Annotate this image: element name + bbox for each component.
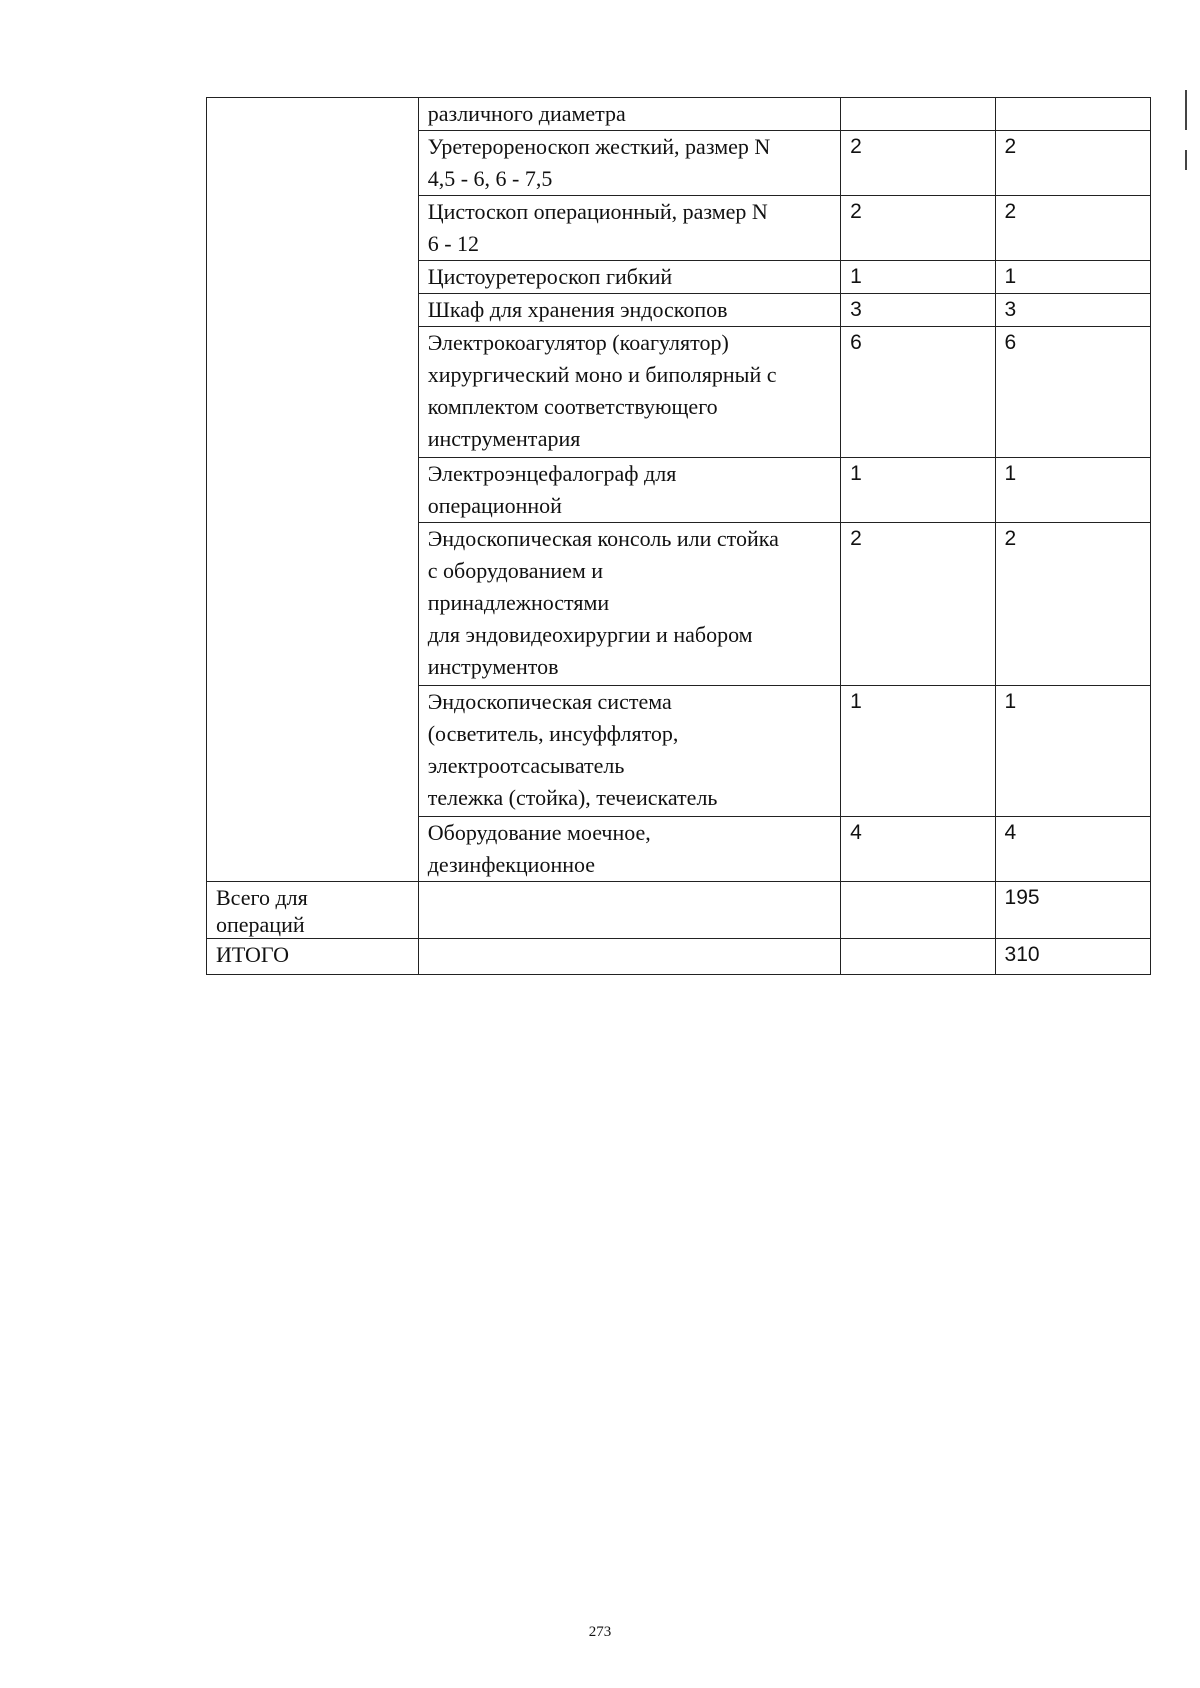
qty-total: 1 [995,261,1150,294]
scan-artifact [1185,150,1187,170]
qty-total: 2 [995,196,1150,261]
equipment-name: Оборудование моечное, дезинфекционное [418,817,840,882]
summary-empty-cell [418,939,840,975]
table-row [207,98,1151,131]
equipment-name: Цистоскоп операционный, размер N 6 - 12 [418,196,840,261]
qty-required: 1 [841,458,995,523]
summary-row [207,939,1151,975]
qty-total: 1 [995,458,1150,523]
page-number: 273 [588,1624,612,1640]
equipment-name: Шкаф для хранения эндоскопов [418,294,840,327]
qty-required: 6 [841,327,995,458]
qty-required: 1 [841,261,995,294]
qty-required: 2 [841,196,995,261]
scan-artifact [1185,90,1187,130]
qty-required: 1 [841,686,995,817]
section-cell-empty [207,98,419,882]
qty-total: 1 [995,686,1150,817]
summary-row [207,882,1151,939]
equipment-name: Эндоскопическая система (осветитель, инсуффлятор, электроотсасыватель тележка (стойка), течеискатель [418,686,840,817]
summary-empty-cell [841,939,995,975]
equipment-table [206,97,1151,975]
qty-total: 4 [995,817,1150,882]
qty-total: 2 [995,523,1150,686]
equipment-name: Электрокоагулятор (коагулятор) хирургический моно и биполярный с комплектом соответствующего инструментария [418,327,840,458]
qty-total: 2 [995,131,1150,196]
qty-required: 4 [841,817,995,882]
summary-label: Всего для операций [207,882,419,939]
equipment-name: Уретерореноскоп жесткий, размер N 4,5 - 6, 6 - 7,5 [418,131,840,196]
equipment-name: различного диаметра [418,98,840,131]
qty-required [841,98,995,131]
equipment-name: Цистоуретероскоп гибкий [418,261,840,294]
qty-total: 6 [995,327,1150,458]
equipment-name: Эндоскопическая консоль или стойка с оборудованием и принадлежностями для эндовидеохирургии и набором инструментов [418,523,840,686]
summary-empty-cell [418,882,840,939]
qty-total [995,98,1150,131]
qty-required: 3 [841,294,995,327]
summary-label: ИТОГО [207,939,419,975]
qty-required: 2 [841,131,995,196]
summary-total: 310 [995,939,1150,975]
summary-total: 195 [995,882,1150,939]
qty-required: 2 [841,523,995,686]
qty-total: 3 [995,294,1150,327]
summary-empty-cell [841,882,995,939]
equipment-name: Электроэнцефалограф для операционной [418,458,840,523]
